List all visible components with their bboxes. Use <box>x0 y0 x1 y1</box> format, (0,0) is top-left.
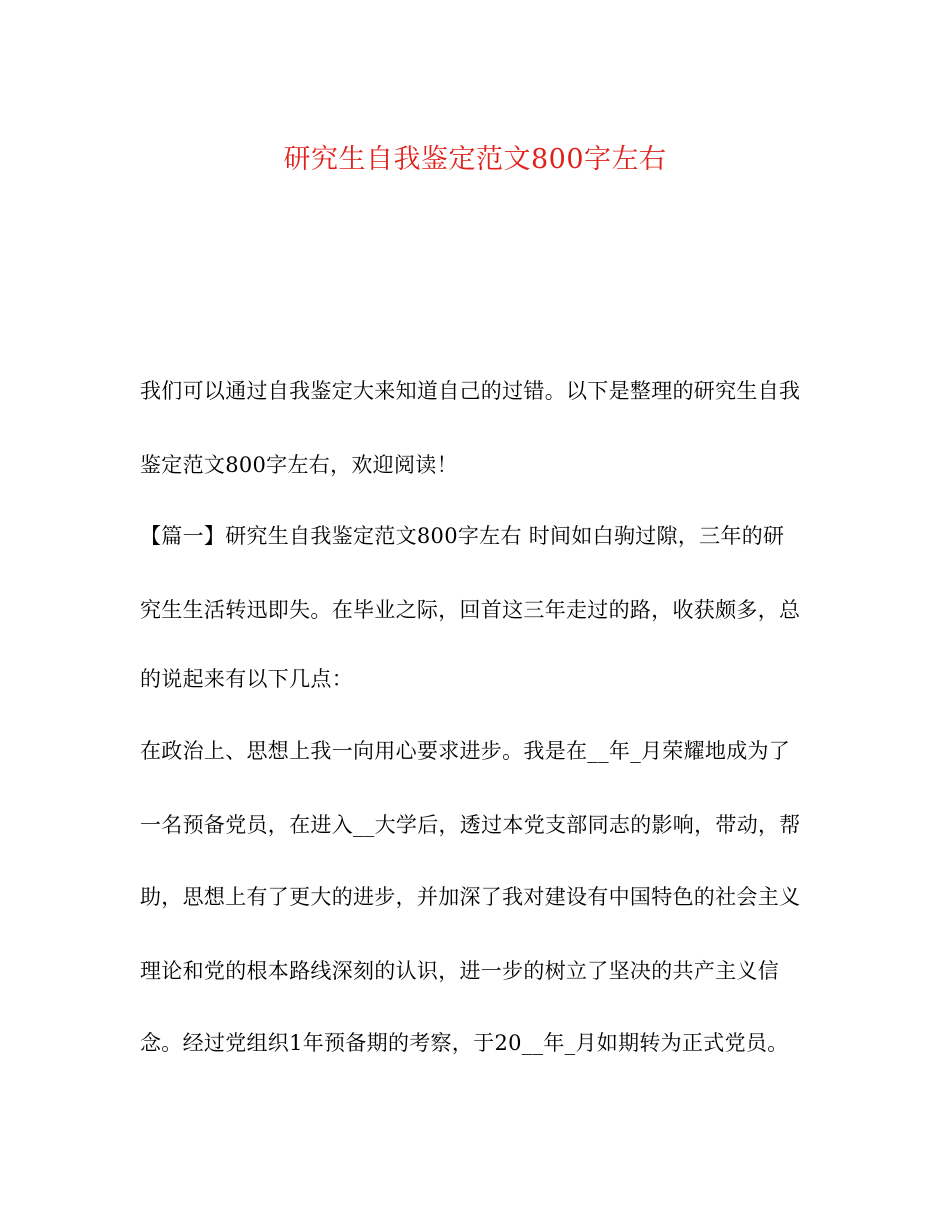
body-line-5: 的说起来有以下几点： <box>140 667 353 691</box>
body-line-7: 一名预备党员，在进入__大学后，透过本党支部同志的影响，带动，帮 <box>140 813 801 837</box>
body-line-8: 助，思想上有了更大的进步，并加深了我对建设有中国特色的社会主义 <box>140 885 801 909</box>
document-title: 研究生自我鉴定范文800字左右 <box>283 144 667 175</box>
body-line-10: 念。经过党组织1年预备期的考察，于20__年_月如期转为正式党员。 <box>140 1031 789 1055</box>
body-line-2: 鉴定范文800字左右，欢迎阅读！ <box>140 453 458 477</box>
body-line-3: 【篇一】研究生自我鉴定范文800字左右 时间如白驹过隙，三年的研 <box>140 524 785 548</box>
body-line-9: 理论和党的根本路线深刻的认识，进一步的树立了坚决的共产主义信 <box>140 959 779 983</box>
body-line-4: 究生生活转迅即失。在毕业之际，回首这三年走过的路，收获颇多，总 <box>140 598 801 622</box>
body-line-6: 在政治上、思想上我一向用心要求进步。我是在__年_月荣耀地成为了 <box>140 739 791 763</box>
body-line-1: 我们可以通过自我鉴定大来知道自己的过错。以下是整理的研究生自我 <box>140 379 801 403</box>
